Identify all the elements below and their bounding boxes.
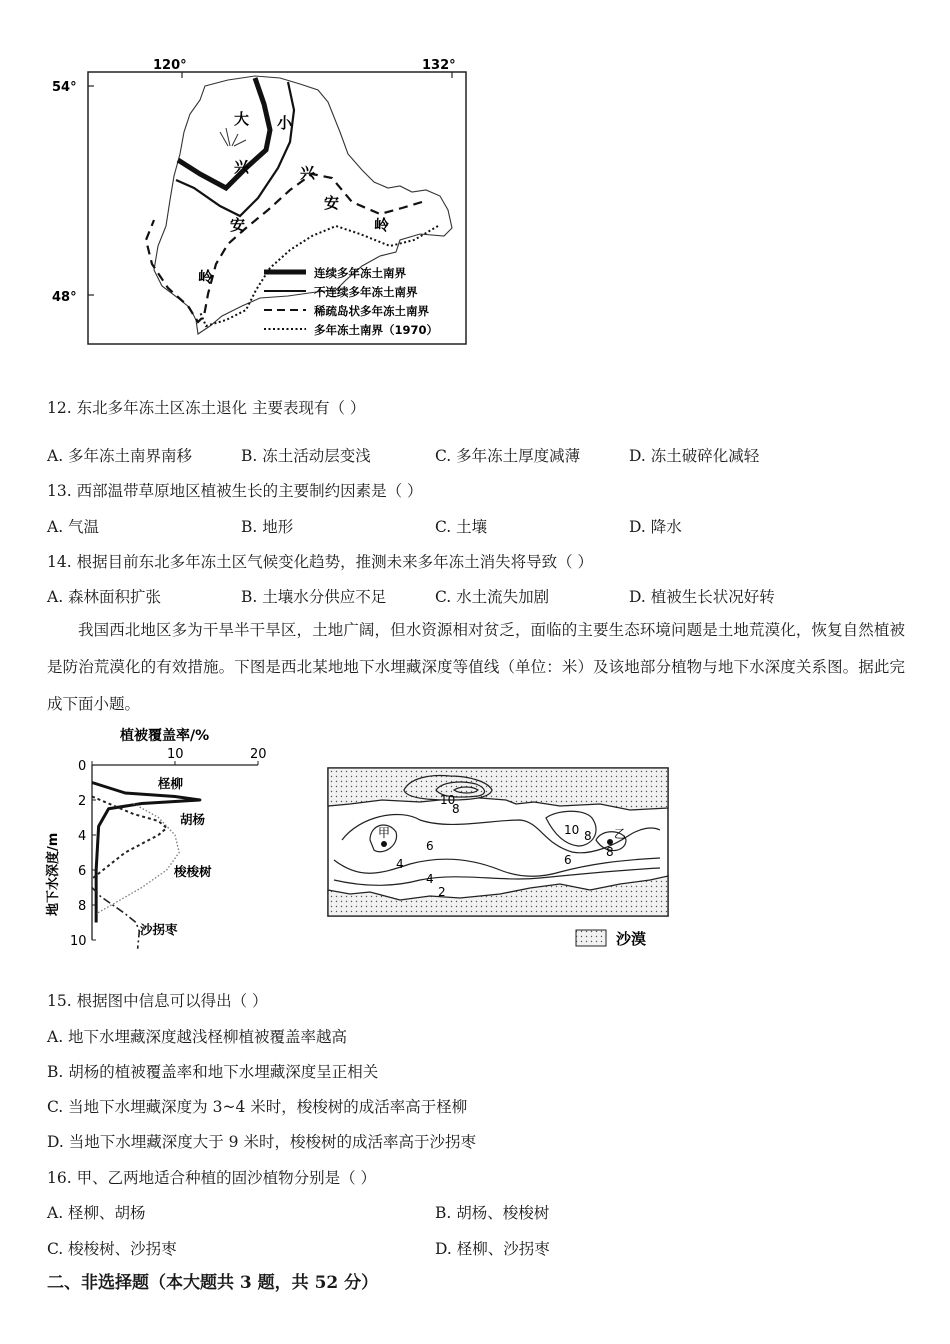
- series-label-2: 胡杨: [180, 812, 206, 827]
- contour-label-4a: 4: [396, 857, 404, 871]
- lon-label-120: 120°: [153, 58, 187, 73]
- series-label-1: 柽柳: [158, 776, 184, 791]
- q14-option-b[interactable]: B. 土壤水分供应不足: [241, 588, 387, 606]
- q12-option-a[interactable]: A. 多年冻土南界南移: [47, 447, 193, 465]
- point-jia: [381, 841, 387, 847]
- chart-title: 植被覆盖率/%: [120, 728, 210, 744]
- q14-option-c[interactable]: C. 水土流失加剧: [435, 588, 550, 606]
- lat-label-54: 54°: [52, 80, 77, 95]
- q13-option-d[interactable]: D. 降水: [629, 518, 682, 536]
- contour-label-8c: 8: [606, 845, 614, 859]
- lon-label-132: 132°: [422, 58, 456, 73]
- q12-option-b[interactable]: B. 冻土活动层变浅: [241, 447, 371, 465]
- contour-label-4b: 4: [426, 872, 434, 886]
- q13-option-b[interactable]: B. 地形: [241, 518, 294, 536]
- place-char-7: 安: [324, 194, 340, 212]
- reading-passage: 我国西北地区多为干旱半干旱区，土地广阔，但水资源相对贫乏，面临的主要生态环境问题是土地荒漠化，恢复自然植被是防治荒漠化的有效措施。下图是西北某地地下水埋藏深度等值线（单位：米）及该地部分植物与地下水深度关系图。据此完成下面小题。: [47, 621, 905, 713]
- question-14-stem: 14. 根据目前东北多年冻土区气候变化趋势，推测未来多年冻土消失将导致（ ）: [47, 553, 594, 571]
- q15-option-b[interactable]: B. 胡杨的植被覆盖率和地下水埋藏深度呈正相关: [47, 1063, 379, 1081]
- x-tick-label: 10: [167, 747, 184, 762]
- place-char-1: 大: [234, 110, 250, 128]
- q12-option-c[interactable]: C. 多年冻土厚度减薄: [435, 447, 581, 465]
- contour-label-8b: 8: [584, 829, 592, 843]
- q12-option-d[interactable]: D. 冻土破碎化减轻: [629, 447, 760, 465]
- contour-label-8a: 8: [452, 802, 460, 816]
- q16-option-a[interactable]: A. 柽柳、胡杨: [47, 1204, 146, 1222]
- legend-desert-label: 沙漠: [616, 930, 647, 948]
- place-char-6: 兴: [300, 164, 316, 182]
- contour-label-2: 2: [438, 885, 446, 899]
- legend-continuous: 连续多年冻土南界: [314, 266, 406, 280]
- discontinuous-permafrost-line: [176, 82, 294, 216]
- series-line-4: [92, 888, 139, 949]
- label-yi: 乙: [614, 827, 627, 841]
- map-legend: [264, 266, 438, 337]
- question-12-stem: 12. 东北多年冻土区冻土退化 主要表现有（ ）: [47, 399, 366, 417]
- vegetation-depth-chart: [40, 720, 300, 960]
- question-16-stem: 16. 甲、乙两地适合种植的固沙植物分别是（ ）: [47, 1169, 377, 1187]
- q15-option-d[interactable]: D. 当地下水埋藏深度大于 9 米时，梭梭树的成活率高于沙拐枣: [47, 1133, 476, 1151]
- permafrost-map: [50, 50, 480, 352]
- contour-label-6a: 6: [426, 839, 434, 853]
- y-tick-label: 10: [70, 934, 87, 949]
- q13-option-c[interactable]: C. 土壤: [435, 518, 488, 536]
- place-char-2: 兴: [234, 158, 250, 176]
- series-label-3: 梭梭树: [174, 864, 212, 879]
- contour-label-10b: 10: [564, 823, 580, 837]
- series-line-2: [92, 797, 167, 879]
- section-heading: 二、非选择题（本大题共 3 题，共 52 分）: [47, 1273, 379, 1293]
- q14-option-a[interactable]: A. 森林面积扩张: [47, 588, 162, 606]
- sparse-permafrost-line: [146, 174, 422, 322]
- question-15-stem: 15. 根据图中信息可以得出（ ）: [47, 992, 268, 1010]
- y-tick-label: 8: [78, 899, 87, 914]
- series-line-3: [96, 804, 179, 914]
- legend-sparse: 稀疏岛状多年冻土南界: [314, 304, 429, 318]
- plant-icon: [220, 128, 246, 146]
- q14-option-d[interactable]: D. 植被生长状况好转: [629, 588, 775, 606]
- q16-option-b[interactable]: B. 胡杨、梭梭树: [435, 1204, 550, 1222]
- legend-desert-swatch: [576, 930, 606, 946]
- place-char-4: 岭: [198, 268, 214, 286]
- place-char-8: 岭: [374, 216, 390, 234]
- x-tick-label: 20: [250, 747, 267, 762]
- q16-option-c[interactable]: C. 梭梭树、沙拐枣: [47, 1240, 177, 1258]
- legend-discontinuous: 不连续多年冻土南界: [314, 285, 418, 299]
- series-label-4: 沙拐枣: [140, 922, 178, 937]
- groundwater-contour-map: [320, 760, 680, 960]
- label-jia: 甲: [378, 826, 391, 840]
- legend-1970: 多年冻土南界（1970）: [314, 323, 439, 337]
- y-tick-label: 2: [78, 794, 87, 809]
- q15-option-a[interactable]: A. 地下水埋藏深度越浅柽柳植被覆盖率越高: [47, 1028, 348, 1046]
- q15-option-c[interactable]: C. 当地下水埋藏深度为 3~4 米时，梭梭树的成活率高于柽柳: [47, 1098, 468, 1116]
- y-tick-label: 0: [78, 759, 87, 774]
- y-tick-label: 4: [78, 829, 87, 844]
- contour-label-6b: 6: [564, 853, 572, 867]
- place-char-3: 安: [230, 216, 246, 234]
- q16-option-d[interactable]: D. 柽柳、沙拐枣: [435, 1240, 550, 1258]
- q13-option-a[interactable]: A. 气温: [47, 518, 100, 536]
- place-char-5: 小: [277, 114, 293, 132]
- continuous-permafrost-line: [178, 78, 270, 188]
- contour-label-10a: 10: [440, 793, 456, 807]
- y-axis-label: 地下水深度/m: [46, 832, 61, 916]
- lat-label-48: 48°: [52, 290, 77, 305]
- y-tick-label: 6: [78, 864, 87, 879]
- question-13-stem: 13. 西部温带草原地区植被生长的主要制约因素是（ ）: [47, 482, 423, 500]
